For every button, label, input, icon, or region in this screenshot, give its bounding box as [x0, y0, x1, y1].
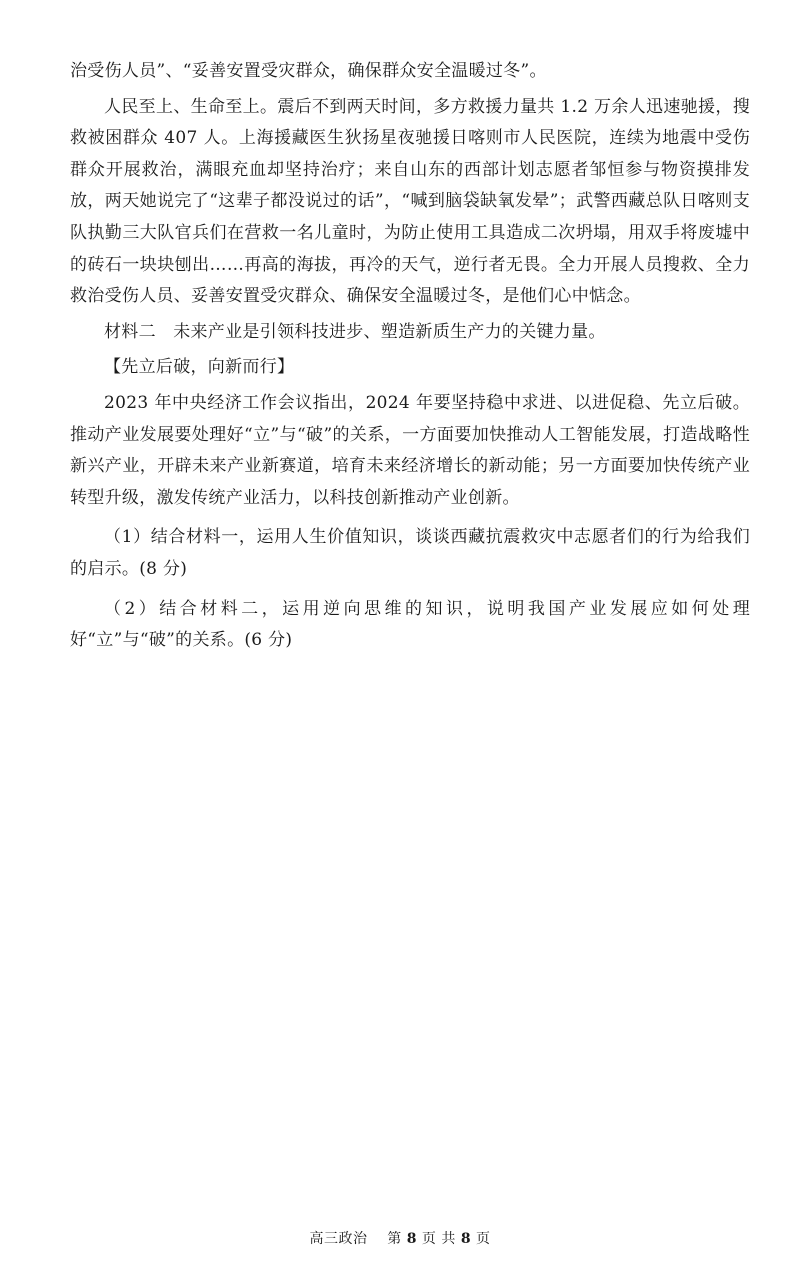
section-title: 【先立后破，向新而行】 — [104, 357, 295, 378]
page-body — [70, 56, 750, 657]
footer-page-mid: 页 共 — [421, 1231, 456, 1247]
footer-total-pages: 8 — [460, 1231, 472, 1247]
footer-page-suffix: 页 — [476, 1231, 491, 1247]
footer-page-number: 8 — [406, 1231, 417, 1247]
question-one: （1）结合材料一，运用人生价值知识，谈谈西藏抗震救灾中志愿者们的行为给我们的启示。(8 分) — [70, 527, 750, 579]
page-footer — [0, 1228, 800, 1248]
paragraph-rescue-story: 人民至上、生命至上。震后不到两天时间，多方救援力量共 1.2 万余人迅速驰援，搜救被困群众 407 人。上海援藏医生狄扬星夜驰援日喀则市人民医院，连续为地震中受伤群众开展救治，满眼充血却坚持治疗；来自山东的西部计划志愿者邹恒参与物资摸排发放，两天她说完了“这辈子都没说过的话”，“喊到脑袋缺氧发晕”；武警西藏总队日喀则支队执勤三大队官兵们在营救一名儿童时，为防止使用工具造成二次坍塌，用双手将废墟中的砖石一块块刨出……再高的海拔，再冷的天气，逆行者无畏。全力开展人员搜救、全力救治受伤人员、妥善安置受灾群众、确保安全温暖过冬，是他们心中惦念。 — [70, 96, 750, 307]
paragraph-economic-conference: 2023 年中央经济工作会议指出，2024 年要坚持稳中求进、以进促稳、先立后破。推动产业发展要处理好“立”与“破”的关系，一方面要加快推动人工智能发展，打造战略性新兴产业，开辟未来产业新赛道，培育未来经济增长的新动能；另一方面要加快传统产业转型升级，激发传统产业活力，以科技创新推动产业创新。 — [70, 392, 750, 508]
question-two: （2）结合材料二，运用逆向思维的知识，说明我国产业发展应如何处理好“立”与“破”的关系。(6 分) — [70, 598, 750, 651]
footer-page-prefix: 第 — [387, 1231, 402, 1247]
paragraph-continuation: 治受伤人员”、“妥善安置受灾群众，确保群众安全温暖过冬”。 — [70, 61, 547, 81]
footer-subject: 高三政治 — [309, 1231, 368, 1247]
material-two-heading: 材料二 未来产业是引领科技进步、塑造新质生产力的关键力量。 — [104, 321, 606, 342]
